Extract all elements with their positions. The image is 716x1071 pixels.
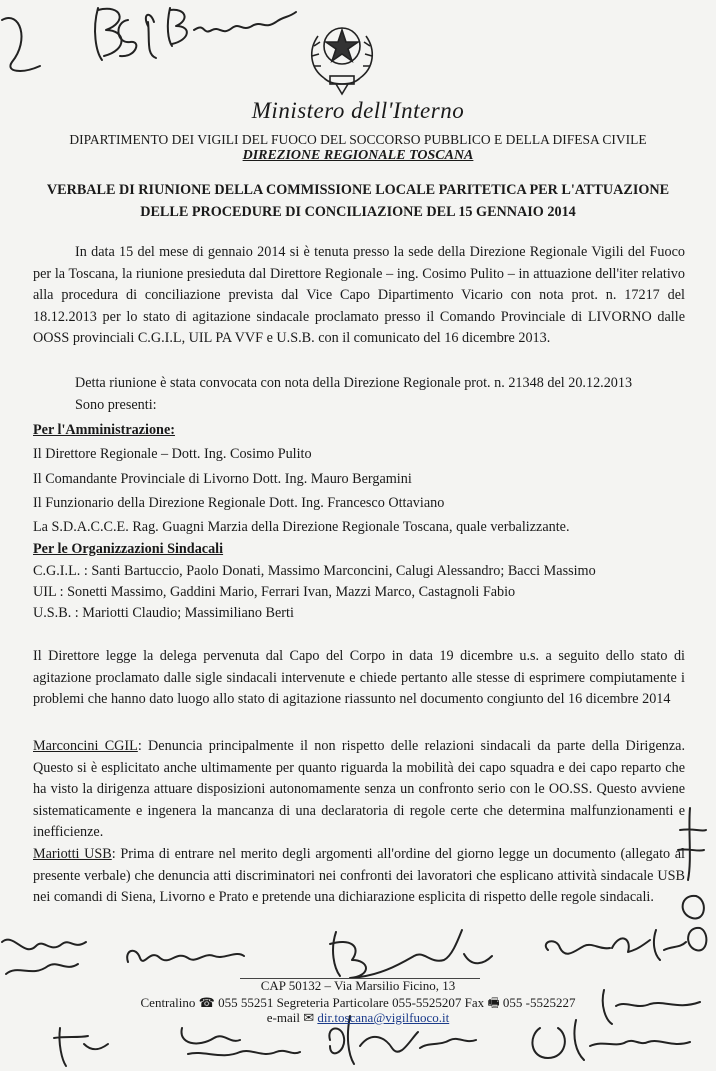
- footer-address: CAP 50132 – Via Marsilio Ficino, 13: [260, 978, 456, 993]
- italian-republic-emblem-icon: [300, 6, 384, 98]
- director-paragraph: Il Direttore legge la delega pervenuta dal Capo del Corpo in data 19 dicembre u.s. a seguito dello stato di agitazione proclamato dalle sigle sindacali intervenute e chiede pertanto alle stesse di esprimere compiutamente i problemi che hanno dato luogo allo stato di agitazione riassunto nel documento congiunto del 16 dicembre 2014: [33, 648, 685, 707]
- admin-member: La S.D.A.C.C.E. Rag. Guagni Marzia della Direzione Regionale Toscana, quale verbalizzante.: [33, 519, 570, 535]
- footer-email-label: e-mail ✉: [266, 1010, 315, 1025]
- ministry-name: Ministero dell'Interno: [251, 98, 465, 123]
- marconcini-text: : Denuncia principalmente il non rispetto delle relazioni sindacali da parte della Dirigenza. Questo si è esplicitato anche ultimamente per quanto riguarda la mobilità dei capo squadra e dei capo reparto che ha visto la dirigenza attuare disposizioni autonomamente senza un confronto serio con le OO.SS. Questo avviene sistematicamente e ingenera la mancanza di una declaratoria di regole certe che determina malfunzionamenti e inefficienze.: [33, 738, 685, 840]
- footer-email-line: [0, 1010, 716, 1026]
- unions-heading: Per le Organizzazioni Sindacali: [33, 541, 224, 557]
- present-label: Sono presenti:: [75, 397, 157, 413]
- administration-heading: Per l'Amministrazione:: [33, 422, 175, 438]
- document-title-line-1: VERBALE DI RIUNIONE DELLA COMMISSIONE LOCALE PARITETICA PER L'ATTUAZIONE: [46, 182, 670, 198]
- footer-phones: Centralino ☎ 055 55251 Segreteria Particolare 055-5525207 Fax 🖷 055 -5525227: [140, 995, 576, 1010]
- handwritten-signature-top-left: [0, 0, 300, 95]
- admin-member: Il Funzionario della Direzione Regionale Dott. Ing. Francesco Ottaviano: [33, 495, 445, 511]
- convened-note: Detta riunione è stata convocata con nota della Direzione Regionale prot. n. 21348 del 20.12.2013: [75, 375, 633, 391]
- document-title-line-2: DELLE PROCEDURE DI CONCILIAZIONE DEL 15 GENNAIO 2014: [140, 204, 576, 220]
- admin-member: Il Direttore Regionale – Dott. Ing. Cosimo Pulito: [33, 446, 312, 462]
- marconcini-paragraph: [33, 736, 685, 844]
- mariotti-text: : Prima di entrare nel merito degli argomenti all'ordine del giorno legge un documento (allegato al presente verbale) che denuncia atti discriminatori nei confronti dei lavoratori che esplicano attività sindacale USB nei comandi di Siena, Livorno e Prato e pretende una dichiarazione esplicita di rispetto delle regole sindacali.: [33, 846, 685, 905]
- union-member: UIL : Sonetti Massimo, Gaddini Mario, Ferrari Ivan, Mazzi Marco, Castagnoli Fabio: [33, 584, 516, 600]
- union-member: U.S.B. : Mariotti Claudio; Massimiliano Berti: [33, 605, 294, 621]
- department-name: DIPARTIMENTO DEI VIGILI DEL FUOCO DEL SOCCORSO PUBBLICO E DELLA DIFESA CIVILE: [69, 132, 647, 147]
- marconcini-label: Marconcini CGIL: [33, 738, 138, 754]
- mariotti-label: Mariotti USB: [33, 846, 112, 862]
- union-member: C.G.I.L. : Santi Bartuccio, Paolo Donati, Massimo Marconcini, Calugi Alessandro; Bacci Massimo: [33, 563, 596, 579]
- intro-paragraph: In data 15 del mese di gennaio 2014 si è tenuta presso la sede della Direzione Regionale Vigili del Fuoco per la Toscana, la riunione presieduta dal Direttore Regionale – ing. Cosimo Pulito – in attuazione dell'iter relativo alla procedura di conciliazione prevista dal Vice Capo Dipartimento Vicario con nota prot. n. 17217 del 18.12.2013 per lo stato di agitazione sindacale proclamato presso il Comando Provinciale di LIVORNO dalle OOSS provinciali C.G.I.L, UIL PA VVF e U.S.B. con il comunicato del 16 dicembre 2013.: [33, 244, 685, 346]
- email-link[interactable]: dir.toscana@vigilfuoco.it: [317, 1010, 450, 1025]
- regional-direction: DIREZIONE REGIONALE TOSCANA: [242, 148, 474, 163]
- mariotti-paragraph: [33, 844, 685, 909]
- admin-member: Il Comandante Provinciale di Livorno Dott. Ing. Mauro Bergamini: [33, 471, 412, 487]
